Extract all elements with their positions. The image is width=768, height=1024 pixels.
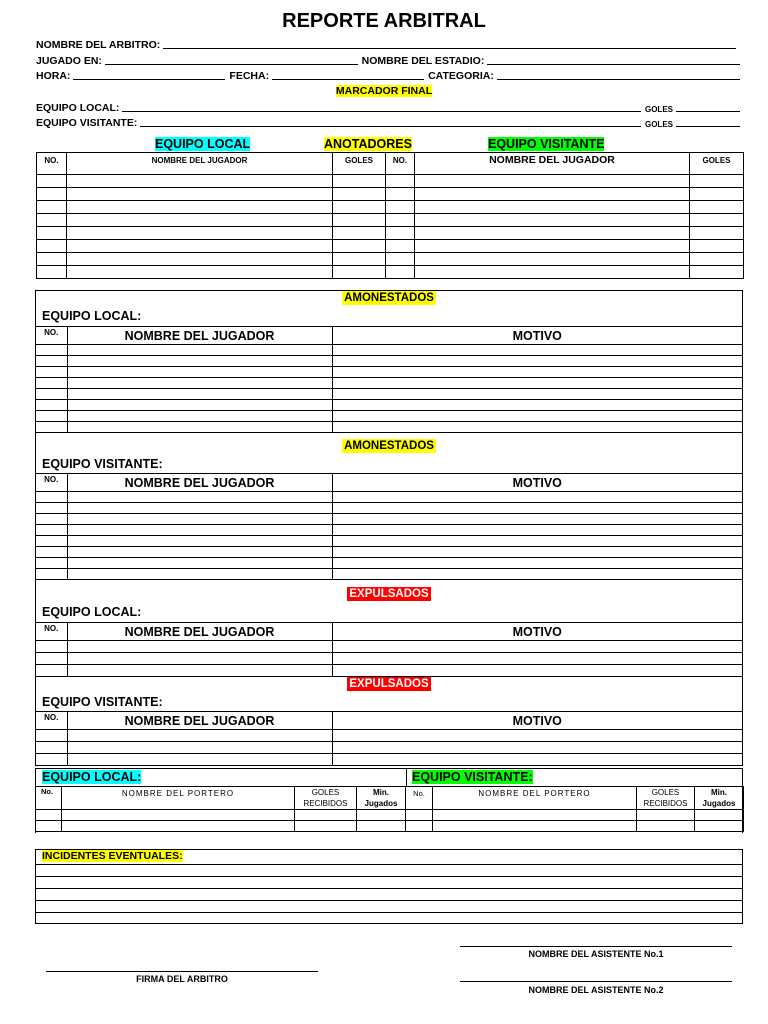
marcador-local-goles-label: GOLES: [644, 105, 673, 114]
table-cell[interactable]: [36, 378, 67, 389]
table-cell[interactable]: [690, 253, 744, 266]
amonestados-local-label: EQUIPO LOCAL:: [42, 309, 142, 323]
expulsados-local-title: EXPULSADOS: [349, 588, 429, 600]
table-cell[interactable]: [36, 821, 62, 832]
anotadores-title: ANOTADORES: [324, 137, 412, 151]
amonestados-local-rows: [36, 345, 742, 433]
table-row: [36, 422, 742, 433]
col-goles: GOLES RECIBIDOS: [295, 787, 357, 810]
table-cell[interactable]: [357, 821, 406, 832]
table-cell[interactable]: [67, 558, 332, 569]
col-goles: GOLES RECIBIDOS: [637, 787, 695, 810]
expulsados-visitante-title: EXPULSADOS: [349, 678, 429, 690]
table-cell[interactable]: [433, 810, 637, 821]
table-row: [36, 547, 742, 558]
incidentes-line[interactable]: [36, 876, 742, 877]
table-cell[interactable]: [332, 400, 742, 411]
table-row: [36, 503, 742, 514]
table-cell[interactable]: [332, 569, 742, 580]
table-cell[interactable]: [406, 821, 433, 832]
table-cell[interactable]: [332, 492, 742, 503]
marcador-visitante-goles-field[interactable]: [676, 125, 740, 127]
table-cell[interactable]: [332, 665, 742, 677]
amonestados-visitante-title-wrap: [36, 440, 742, 452]
table-cell[interactable]: [386, 188, 415, 201]
arbitro-field[interactable]: [163, 47, 736, 49]
categoria-label: CATEGORIA:: [428, 70, 494, 82]
table-row: [36, 641, 742, 653]
table-cell[interactable]: [37, 240, 67, 253]
table-cell[interactable]: [415, 214, 690, 227]
amonestados-visitante-label: EQUIPO VISITANTE:: [42, 457, 163, 471]
col-no: NO.: [36, 327, 67, 345]
table-cell[interactable]: [690, 266, 744, 279]
table-cell[interactable]: [332, 558, 742, 569]
porteros-divider: [406, 768, 407, 787]
form-title: REPORTE ARBITRAL: [282, 10, 486, 32]
marcador-visitante-label: EQUIPO VISITANTE:: [36, 117, 138, 129]
table-cell[interactable]: [37, 214, 67, 227]
table-cell[interactable]: [332, 356, 742, 367]
col-goles: GOLES: [333, 153, 386, 175]
table-cell[interactable]: [67, 514, 332, 525]
table-cell[interactable]: [67, 227, 333, 240]
table-cell[interactable]: [415, 175, 690, 188]
table-row: [36, 742, 742, 754]
table-cell[interactable]: [357, 810, 406, 821]
table-cell[interactable]: [67, 378, 332, 389]
col-no: No.: [406, 787, 433, 810]
table-row: [36, 345, 742, 356]
amonestados-local-table: [36, 326, 742, 433]
amonestados-local-title-wrap: [36, 292, 742, 304]
table-row: [37, 253, 744, 266]
table-cell[interactable]: [690, 175, 744, 188]
marcador-visitante-goles-label: GOLES: [644, 120, 673, 129]
table-header-row: [36, 623, 742, 641]
table-row: [36, 730, 742, 742]
estadio-label: NOMBRE DEL ESTADIO:: [361, 55, 485, 67]
table-cell[interactable]: [36, 389, 67, 400]
table-cell[interactable]: [690, 240, 744, 253]
col-motivo: MOTIVO: [332, 327, 742, 345]
table-cell[interactable]: [332, 525, 742, 536]
porteros-local-label: EQUIPO LOCAL:: [42, 770, 142, 784]
sanciones-box: [35, 290, 743, 766]
table-cell[interactable]: [67, 253, 333, 266]
table-cell[interactable]: [637, 821, 695, 832]
table-cell[interactable]: [67, 400, 332, 411]
table-cell[interactable]: [67, 422, 332, 433]
amonestados-visitante-rows: [36, 492, 742, 580]
table-cell[interactable]: [36, 356, 67, 367]
table-cell[interactable]: [433, 821, 637, 832]
table-cell[interactable]: [333, 188, 386, 201]
table-row: [36, 378, 742, 389]
table-cell[interactable]: [332, 754, 742, 766]
porteros-table: [35, 786, 744, 832]
table-cell[interactable]: [333, 253, 386, 266]
table-cell[interactable]: [67, 536, 332, 547]
col-motivo: MOTIVO: [332, 623, 742, 641]
table-row: [37, 188, 744, 201]
table-cell[interactable]: [67, 569, 332, 580]
table-row: [36, 389, 742, 400]
table-cell[interactable]: [67, 730, 332, 742]
marcador-visitante-field[interactable]: [140, 125, 641, 127]
asistente2-label: NOMBRE DEL ASISTENTE No.2: [528, 985, 664, 995]
table-cell[interactable]: [332, 367, 742, 378]
col-motivo: MOTIVO: [332, 474, 742, 492]
expulsados-local-title-wrap: [36, 588, 742, 600]
expulsados-visitante-rows: [36, 730, 742, 766]
table-cell[interactable]: [37, 227, 67, 240]
table-row: [36, 367, 742, 378]
arbitro-signature-line[interactable]: [46, 971, 318, 972]
table-row: [36, 514, 742, 525]
table-cell[interactable]: [332, 536, 742, 547]
expulsados-local-label: EQUIPO LOCAL:: [42, 605, 142, 619]
table-cell[interactable]: [36, 345, 67, 356]
anotadores-table: [36, 152, 744, 279]
table-cell[interactable]: [36, 411, 67, 422]
table-cell[interactable]: [36, 810, 62, 821]
arbitro-label: NOMBRE DEL ARBITRO:: [36, 39, 161, 51]
anotadores-header: [0, 137, 768, 153]
table-cell[interactable]: [37, 266, 67, 279]
col-min: Min. Jugados: [357, 787, 406, 810]
table-row: [36, 536, 742, 547]
table-cell[interactable]: [67, 356, 332, 367]
table-cell[interactable]: [67, 201, 333, 214]
table-cell[interactable]: [37, 188, 67, 201]
table-row: [36, 492, 742, 503]
porteros-visitante-label: EQUIPO VISITANTE:: [412, 770, 533, 784]
expulsados-visitante-title-wrap: [36, 678, 742, 690]
hora-field[interactable]: [73, 78, 225, 80]
table-cell[interactable]: [36, 547, 67, 558]
anotadores-local-title: EQUIPO LOCAL: [155, 137, 251, 151]
col-nombre: NOMBRE DEL JUGADOR: [67, 153, 333, 175]
table-row: [36, 525, 742, 536]
table-cell[interactable]: [333, 175, 386, 188]
table-row: [37, 214, 744, 227]
table-cell[interactable]: [67, 240, 333, 253]
table-cell[interactable]: [67, 492, 332, 503]
col-no: No.: [36, 787, 62, 810]
marcador-local-goles-field[interactable]: [676, 110, 740, 112]
table-cell[interactable]: [386, 253, 415, 266]
incidentes-line[interactable]: [36, 900, 742, 901]
table-cell[interactable]: [332, 653, 742, 665]
table-cell[interactable]: [67, 665, 332, 677]
table-row: [36, 821, 744, 832]
hora-row: [36, 68, 744, 82]
amonestados-visitante-title: AMONESTADOS: [344, 440, 434, 452]
table-row: [36, 411, 742, 422]
table-cell[interactable]: [332, 411, 742, 422]
table-cell[interactable]: [332, 641, 742, 653]
table-cell[interactable]: [695, 810, 744, 821]
table-cell[interactable]: [67, 367, 332, 378]
table-cell[interactable]: [695, 821, 744, 832]
table-cell[interactable]: [386, 214, 415, 227]
table-header-row: [36, 712, 742, 730]
incidentes-box: [35, 849, 743, 924]
jugado-row: [36, 53, 744, 67]
col-nombre: NOMBRE DEL PORTERO: [433, 787, 637, 810]
table-cell[interactable]: [333, 201, 386, 214]
anotadores-rows: [37, 175, 744, 279]
table-cell[interactable]: [637, 810, 695, 821]
hora-label: HORA:: [36, 70, 71, 82]
table-cell[interactable]: [67, 503, 332, 514]
arbitro-signature-label: FIRMA DEL ARBITRO: [136, 974, 228, 984]
porteros-rows: [36, 810, 744, 832]
marcador-title: MARCADOR FINAL: [335, 85, 433, 97]
table-cell[interactable]: [67, 525, 332, 536]
porteros-visitante-wrap: [412, 770, 533, 784]
asistente1-line[interactable]: [460, 946, 732, 947]
table-header-row: [37, 153, 744, 175]
table-cell[interactable]: [333, 214, 386, 227]
porteros-local-wrap: [42, 770, 141, 784]
table-header-row: [36, 787, 744, 810]
table-cell[interactable]: [333, 227, 386, 240]
table-cell[interactable]: [386, 240, 415, 253]
estadio-field[interactable]: [487, 63, 740, 65]
amonestados-local-title: AMONESTADOS: [344, 292, 434, 304]
table-cell[interactable]: [36, 422, 67, 433]
table-cell[interactable]: [415, 253, 690, 266]
marcador-local-label: EQUIPO LOCAL:: [36, 102, 120, 114]
table-cell[interactable]: [62, 821, 295, 832]
table-header-row: [36, 327, 742, 345]
table-row: [36, 665, 742, 677]
table-cell[interactable]: [386, 175, 415, 188]
incidentes-line[interactable]: [36, 864, 742, 865]
col-goles: GOLES: [690, 153, 744, 175]
incidentes-line[interactable]: [36, 888, 742, 889]
col-no: NO.: [36, 712, 67, 730]
table-cell[interactable]: [36, 730, 67, 742]
table-header-row: [36, 474, 742, 492]
table-cell[interactable]: [332, 514, 742, 525]
table-cell[interactable]: [67, 754, 332, 766]
table-row: [36, 558, 742, 569]
table-cell[interactable]: [36, 742, 67, 754]
table-row: [36, 400, 742, 411]
table-row: [37, 266, 744, 279]
expulsados-local-table: [36, 622, 742, 677]
table-cell[interactable]: [37, 253, 67, 266]
marcador-title-wrap: [0, 85, 768, 97]
table-cell[interactable]: [415, 266, 690, 279]
categoria-field[interactable]: [497, 78, 740, 80]
table-row: [36, 569, 742, 580]
table-cell[interactable]: [415, 201, 690, 214]
table-cell[interactable]: [36, 653, 67, 665]
table-cell[interactable]: [690, 188, 744, 201]
table-cell[interactable]: [332, 422, 742, 433]
col-nombre: NOMBRE DEL JUGADOR: [415, 153, 690, 175]
col-no: NO.: [36, 623, 67, 641]
table-cell[interactable]: [36, 558, 67, 569]
table-cell[interactable]: [36, 641, 67, 653]
marcador-local-row: [36, 100, 744, 114]
fecha-label: FECHA:: [229, 70, 270, 82]
table-cell[interactable]: [36, 569, 67, 580]
table-cell[interactable]: [415, 188, 690, 201]
marcador-local-field[interactable]: [122, 110, 641, 112]
table-cell[interactable]: [36, 514, 67, 525]
table-cell[interactable]: [332, 503, 742, 514]
col-nombre: NOMBRE DEL JUGADOR: [67, 327, 332, 345]
table-cell[interactable]: [67, 653, 332, 665]
table-cell[interactable]: [36, 400, 67, 411]
table-cell[interactable]: [295, 821, 357, 832]
table-cell[interactable]: [332, 547, 742, 558]
table-cell[interactable]: [62, 810, 295, 821]
table-cell[interactable]: [332, 389, 742, 400]
table-cell[interactable]: [386, 266, 415, 279]
asistente2-line[interactable]: [460, 981, 732, 982]
expulsados-visitante-table: [36, 711, 742, 766]
table-cell[interactable]: [67, 547, 332, 558]
table-cell[interactable]: [67, 411, 332, 422]
asistente1-label: NOMBRE DEL ASISTENTE No.1: [528, 949, 664, 959]
incidentes-line[interactable]: [36, 912, 742, 913]
table-cell[interactable]: [36, 367, 67, 378]
table-cell[interactable]: [406, 810, 433, 821]
col-nombre: NOMBRE DEL PORTERO: [62, 787, 295, 810]
jugado-field[interactable]: [105, 63, 358, 65]
col-no: NO.: [386, 153, 415, 175]
table-cell[interactable]: [332, 378, 742, 389]
table-row: [36, 356, 742, 367]
table-cell[interactable]: [36, 754, 67, 766]
col-no: NO.: [37, 153, 67, 175]
table-cell[interactable]: [332, 742, 742, 754]
table-cell[interactable]: [36, 525, 67, 536]
porteros-box: [35, 768, 743, 833]
jugado-label: JUGADO EN:: [36, 55, 102, 67]
table-cell[interactable]: [386, 227, 415, 240]
table-cell[interactable]: [690, 227, 744, 240]
col-nombre: NOMBRE DEL JUGADOR: [67, 623, 332, 641]
col-no: NO.: [36, 474, 67, 492]
table-cell[interactable]: [37, 175, 67, 188]
incidentes-label: INCIDENTES EVENTUALES:: [42, 850, 183, 862]
table-row: [36, 810, 744, 821]
table-cell[interactable]: [37, 201, 67, 214]
table-cell[interactable]: [415, 227, 690, 240]
expulsados-visitante-label: EQUIPO VISITANTE:: [42, 695, 163, 709]
table-cell[interactable]: [332, 345, 742, 356]
table-cell[interactable]: [67, 188, 333, 201]
table-row: [37, 227, 744, 240]
table-cell[interactable]: [67, 175, 333, 188]
table-cell[interactable]: [67, 345, 332, 356]
table-cell[interactable]: [67, 641, 332, 653]
arbitro-row: [36, 37, 744, 51]
table-cell[interactable]: [415, 240, 690, 253]
table-cell[interactable]: [36, 536, 67, 547]
table-cell[interactable]: [36, 503, 67, 514]
table-cell[interactable]: [67, 266, 333, 279]
incidentes-label-wrap: [42, 850, 183, 862]
table-row: [37, 201, 744, 214]
table-cell[interactable]: [67, 214, 333, 227]
col-nombre: NOMBRE DEL JUGADOR: [67, 474, 332, 492]
anotadores-visitante-title: EQUIPO VISITANTE: [488, 137, 605, 151]
table-cell[interactable]: [690, 201, 744, 214]
table-cell[interactable]: [67, 742, 332, 754]
table-cell[interactable]: [332, 730, 742, 742]
table-cell[interactable]: [386, 201, 415, 214]
table-cell[interactable]: [295, 810, 357, 821]
table-row: [37, 175, 744, 188]
marcador-visitante-row: [36, 115, 744, 129]
fecha-field[interactable]: [272, 78, 424, 80]
table-cell[interactable]: [36, 492, 67, 503]
table-cell[interactable]: [333, 240, 386, 253]
col-nombre: NOMBRE DEL JUGADOR: [67, 712, 332, 730]
table-cell[interactable]: [36, 665, 67, 677]
table-cell[interactable]: [333, 266, 386, 279]
table-cell[interactable]: [690, 214, 744, 227]
amonestados-visitante-table: [36, 473, 742, 580]
expulsados-local-rows: [36, 641, 742, 677]
table-row: [37, 240, 744, 253]
col-min: Min. Jugados: [695, 787, 744, 810]
col-motivo: MOTIVO: [332, 712, 742, 730]
table-row: [36, 653, 742, 665]
table-row: [36, 754, 742, 766]
table-cell[interactable]: [67, 389, 332, 400]
